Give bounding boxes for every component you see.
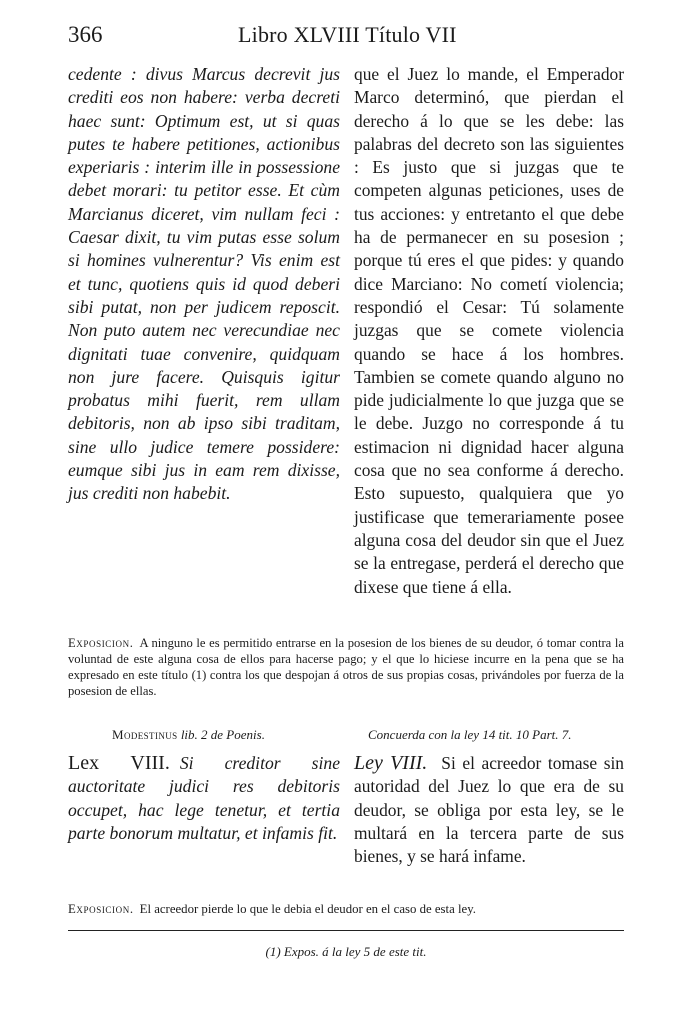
source-author: Modestinus (112, 727, 178, 742)
latin-text-column: cedente : divus Marcus decrevit jus crediti eos non habere: verba decreti haec sunt: Optimum est, ut si quas putes te habere petitiones, actionibus experiaris : interim ille in possessione debet morari: tu petitor esse. Et cùm Marcianus diceret, vim nullam feci : Caesar dixit, tu vim putas esse solum si homines vulnerentur? Vis enim est et tunc, quotiens quis id quod deberi sibi putat, non per judicem reposcit. Non puto autem nec verecundiae nec dignitati tuae convenire, quidquam non jure facere. Quisquis igitur probatus mihi fuerit, rem ullam debitoris, non ab ipso sibi traditam, sine ullo judice temere possidere: eumque sibi jus in eam rem dixisse, jus crediti non habebit. (68, 64, 340, 504)
page-number: 366 (68, 22, 103, 47)
latin-source-citation (112, 727, 265, 743)
footnote: (1) Expos. á la ley 5 de este tit. (265, 944, 427, 959)
spanish-text-column: que el Juez lo mande, el Emperador Marco determinó, que pierdan el derecho á lo que se les debe: las palabras del decreto son las siguientes : Es justo que si juzgas que te competen algunas peticiones, uses de tus acciones: y entretanto el que debe ha de permanecer en su posesion ; porque tú eres el que pides: y quando dice Marciano: No cometí violencia; respondió el Cesar: Tú solamente juzgas que se comete violencia quando se hace á los hombres. Tambien se comete quando alguno no pide judicialmente lo que juzga que se le debe. Juzgo no corresponde á tu estimacion ni dignidad hacer alguna cosa que no sea conforme á derecho. Esto supuesto, qualquiera que yo justificase que temerariamente posee alguna cosa del deudor sin que el Juez se la entregase, perderá el derecho que dixese que tiene á ella. (354, 64, 624, 597)
spanish-concordance-citation: Concuerda con la ley 14 tit. 10 Part. 7. (368, 727, 572, 742)
lex-text: Si creditor sine auctoritate judici res debitoris occupet, hac lege tenetur, et tertia parte bonorum multatur, et infamis fit. (68, 753, 341, 843)
lex-viii-latin (68, 752, 340, 845)
source-work: lib. 2 de Poenis. (180, 727, 265, 742)
exposicion-text-2: El acreedor pierde lo que le debia el deudor en el caso de esta ley. (139, 902, 476, 916)
ley-title: Ley VIII. (354, 752, 428, 774)
page-header (68, 22, 624, 54)
exposicion-note (68, 636, 624, 700)
exposicion-label-2: Exposicion. (68, 902, 134, 916)
exposicion-note-2 (68, 902, 624, 918)
running-head: Libro XLVIII Título VII (238, 22, 457, 47)
ley-text: Si el acreedor tomase sin autoridad del Juez lo que era de su deudor, se obliga por esta ley, se le multará en la tercera parte de sus bienes, y se hará infame. (354, 753, 624, 867)
exposicion-label: Exposicion. (68, 636, 134, 650)
exposicion-text: A ninguno le es permitido entrarse en la posesion de los bienes de su deudor, ó tomar contra la voluntad de este alguna cosa de ellos para hacerse pago; y el que lo hiciese incurre en la pena que se ha expresado en este título (1) contra los que despojan á otros de sus propias cosas, privándoles por fuerza de la posesion de ellas. (68, 636, 624, 698)
ley-viii-spanish (354, 752, 624, 868)
lex-title: Lex VIII. (68, 752, 170, 774)
footnote-divider (68, 930, 624, 931)
